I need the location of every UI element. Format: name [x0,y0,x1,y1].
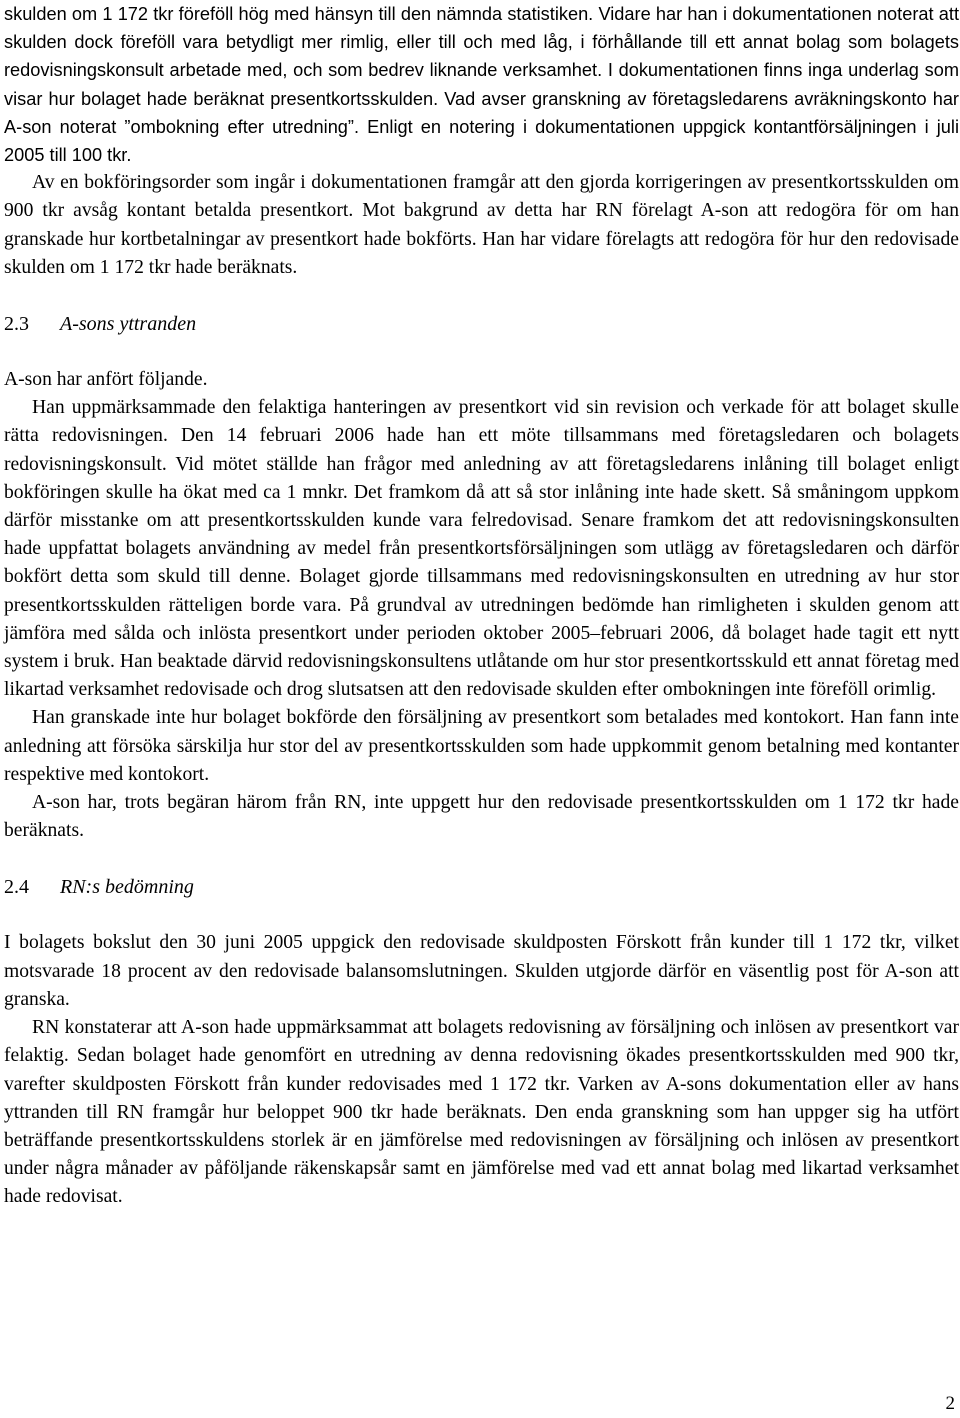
section-heading-2-3 [4,310,959,338]
section-title: RN:s bedömning [60,876,194,899]
intro-paragraph: skulden om 1 172 tkr föreföll hög med hänsyn till den nämnda statistiken. Vidare har han i dokumentationen noterat att skulden dock föreföll vara betydligt mer rimlig, eller till och med låg, i förhållande till ett annat bolag som bolagets redovisningskonsult arbetade med, och som bedrev liknande verksamhet. I dokumentationen finns inga underlag som visar hur bolaget hade beräknat presentkortsskulden. Vad avser granskning av företagsledarens avräkningskonto har A-son noterat ”ombokning efter utredning”. Enligt en notering i dokumentationen uppgick kontantförsäljningen i juli 2005 till 100 tkr. [4,4,959,166]
body-paragraph: RN konstaterar att A-son hade uppmärksammat att bolagets redovisning av försäljning och inlösen av presentkort var felaktig. Sedan bolaget hade genomfört en utredning av denna redovisning ökades presentkortsskulden med 900 tkr, varefter skuldposten Förskott från kunder redovisades med 1 172 tkr. Varken av A-sons dokumentation eller av hans yttranden till RN framgår hur beloppet 900 tkr hade beräknats. Den enda granskning som han uppger sig ha utfört beträffande presentkortsskuldens storlek är en jämförelse med redovisningen av försäljning och inlösen av presentkort under några månader av påföljande räkenskapsår samt en jämförelse med vad ett annat bolag med likartad verksamhet hade redovisat. [4,1017,959,1208]
section-title: A-sons yttranden [60,313,197,336]
body-paragraph: Han granskade inte hur bolaget bokförde den försäljning av presentkort som betalades med kontokort. Han fann inte anledning att försöka särskilja hur stor del av presentkortsskulden som hade uppkommit genom betalning med kontanter respektive med kontokort. [4,707,959,785]
body-paragraph: Han uppmärksammade den felaktiga hanteringen av presentkort vid sin revision och verkade för att bolaget skulle rätta redovisningen. Den 14 februari 2006 hade han ett möte tillsammans med företagsledaren och bolagets redovisningskonsult. Vid mötet ställde han frågor med anledning av att företagsledarens inlåning till bolaget enligt bokföringen skulle ha ökat med ca 1 mnkr. Det framkom då att så stor inlåning inte hade skett. Så småningom uppkom därför misstanke om att presentkortsskulden kunde vara felredovisad. Senare framkom det att redovisningskonsulten hade uppfattat bolagets användning av medel från presentkortsförsäljningen som utlägg av företagsledaren och därför bokfört detta som skuld till denne. Bolaget gjorde tillsammans med redovisningskonsulten en utredning av hur stor presentkortsskulden rätteligen borde vara. På grundval av utredningen bedömde han rimligheten i skulden genom att jämföra med sålda och inlösta presentkort under perioden oktober 2005–februari 2006, då bolaget hade tagit ett nytt system i bruk. Han beaktade därvid redovisningskonsultens utlåtande om hur stor presentkortsskuld ett annat företag med likartad verksamhet redovisade och drog slutsatsen att den redovisade skulden efter ombokningen inte föreföll orimlig. [4,397,959,701]
section-number: 2.3 [4,313,29,336]
page-number: 2 [945,1393,955,1414]
document-page [4,0,959,1418]
section-number: 2.4 [4,876,29,899]
intro-paragraph-2: Av en bokföringsorder som ingår i dokumentationen framgår att den gjorda korrigeringen av presentkortsskulden om 900 tkr avsåg kontant betalda presentkort. Mot bakgrund av detta har RN förelagt A-son att redogöra för om han granskade hur kortbetalningar av presentkort hade bokförts. Han har vidare förelagts att redogöra för hur den redovisade skulden om 1 172 tkr hade beräknats. [4,172,959,278]
section-lead: A-son har anfört följande. [4,369,208,391]
section-heading-2-4 [4,873,959,901]
body-paragraph: A-son har, trots begäran härom från RN, inte uppgett hur den redovisade presentkortsskulden om 1 172 tkr hade beräknats. [4,792,959,842]
body-paragraph: I bolagets bokslut den 30 juni 2005 uppgick den redovisade skuldposten Förskott från kunder till 1 172 tkr, vilket motsvarade 18 procent av den redovisade balansomslutningen. Skulden utgjorde därför en väsentlig post för A-son att granska. [4,932,959,1010]
